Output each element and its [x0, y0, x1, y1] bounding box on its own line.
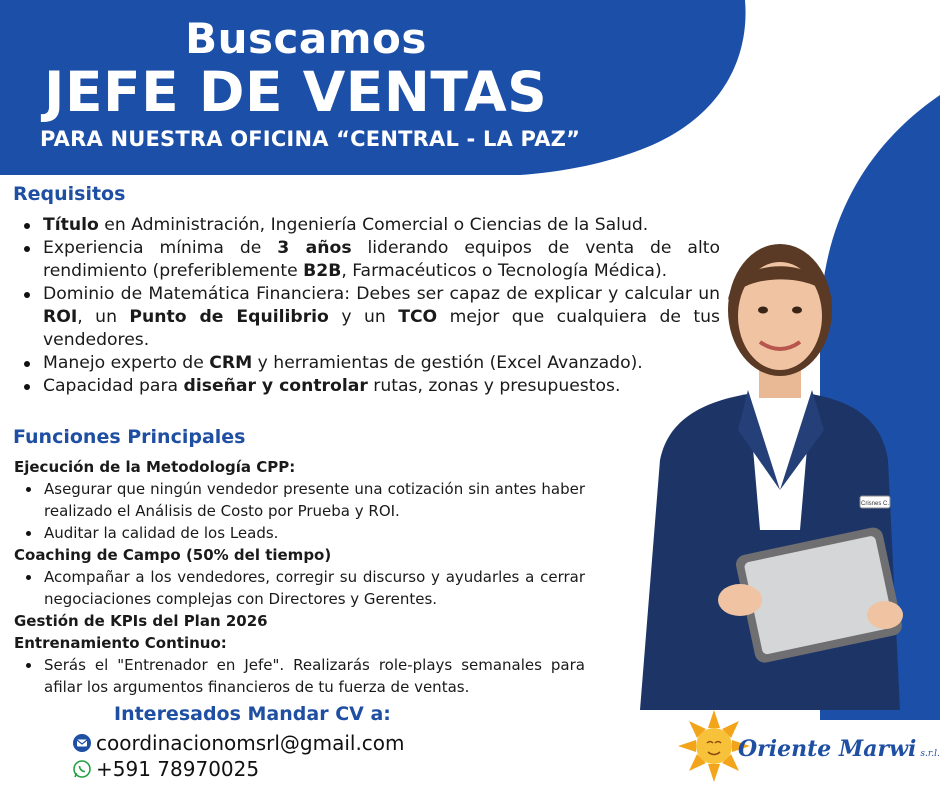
- requisito-text: y herramientas de gestión (Excel Avanzado).: [252, 353, 643, 373]
- requisito-text: liderando equipos de venta de alto rendimiento (preferiblemente: [43, 238, 720, 281]
- mail-icon: [72, 733, 92, 753]
- requisito-text: y un: [328, 307, 399, 327]
- funcion-title: Coaching de Campo (50% del tiempo): [14, 546, 332, 564]
- requisito-text: Experiencia mínima de: [43, 238, 278, 258]
- requisito-highlight: 3 años: [277, 238, 352, 258]
- requisito-text: , un: [77, 307, 130, 327]
- requisito-item: [13, 352, 720, 375]
- requisito-text: Manejo experto de: [43, 353, 210, 373]
- funcion-title: Ejecución de la Metodología CPP:: [14, 458, 296, 476]
- funciones-heading: Funciones Principales: [13, 426, 246, 448]
- funcion-items: [14, 654, 585, 698]
- funcion-title: Gestión de KPIs del Plan 2026: [14, 612, 268, 630]
- businesswoman-illustration: [620, 230, 940, 710]
- funcion-item: Auditar la calidad de los Leads.: [14, 522, 585, 544]
- hero-title: JEFE DE VENTAS: [44, 60, 548, 124]
- requisito-item: [13, 375, 720, 398]
- hero-header: [0, 0, 700, 175]
- hero-subtitle: PARA NUESTRA OFICINA “CENTRAL - LA PAZ”: [40, 127, 581, 151]
- funcion-items: [14, 478, 585, 544]
- requisito-highlight: ROI: [43, 307, 78, 327]
- requisito-highlight: TCO: [398, 307, 438, 327]
- contact-email[interactable]: [72, 731, 405, 755]
- requisitos-list: [13, 214, 720, 398]
- requisito-text: rutas, zonas y presupuestos.: [367, 376, 621, 396]
- requisito-highlight: Punto de Equilibrio: [129, 307, 329, 327]
- funcion-title: Entrenamiento Continuo:: [14, 634, 227, 652]
- logo-name: Oriente Marwi: [738, 736, 917, 762]
- requisitos-heading: Requisitos: [13, 183, 126, 205]
- funcion-item: Acompañar a los vendedores, corregir su discurso y ayudarles a cerrar negociaciones complejas con Directores y Gerentes.: [14, 566, 585, 610]
- funcion-item: Asegurar que ningún vendedor presente una cotización sin antes haber realizado el Análisis de Costo por Prueba y ROI.: [14, 478, 585, 522]
- requisito-text: , Farmacéuticos o Tecnología Médica).: [341, 261, 668, 281]
- requisito-text: mejor que cualquiera de tus vendedores.: [43, 307, 720, 350]
- logo-suffix: s.r.l.: [920, 749, 940, 759]
- email-text: coordinacionomsrl@gmail.com: [96, 731, 405, 755]
- logo-wordmark: [738, 736, 940, 762]
- name-badge: Crisnes C.: [860, 501, 890, 507]
- requisito-item: [13, 214, 720, 237]
- requisito-text: Capacidad para: [43, 376, 184, 396]
- requisito-text: en Administración, Ingeniería Comercial o Ciencias de la Salud.: [98, 215, 649, 235]
- requisito-text: Dominio de Matemática Financiera: Debes ser capaz de explicar y calcular un: [43, 284, 720, 304]
- cta-heading: Interesados Mandar CV a:: [114, 703, 391, 725]
- funcion-items: [14, 566, 585, 610]
- funcion-item: Serás el "Entrenador en Jefe". Realizarás role-plays semanales para afilar los argumentos financieros de tu fuerza de ventas.: [14, 654, 585, 698]
- requisito-item: [13, 283, 720, 352]
- requisito-highlight: Título: [43, 215, 99, 235]
- requisito-highlight: B2B: [303, 261, 342, 281]
- requisito-item: [13, 237, 720, 283]
- requisito-highlight: CRM: [209, 353, 253, 373]
- funciones-list: [14, 456, 585, 698]
- hero-pretitle: Buscamos: [185, 14, 427, 63]
- phone-text: +591 78970025: [96, 757, 260, 781]
- contact-phone[interactable]: [72, 757, 259, 781]
- requisito-highlight: diseñar y controlar: [183, 376, 368, 396]
- whatsapp-icon: [72, 759, 92, 779]
